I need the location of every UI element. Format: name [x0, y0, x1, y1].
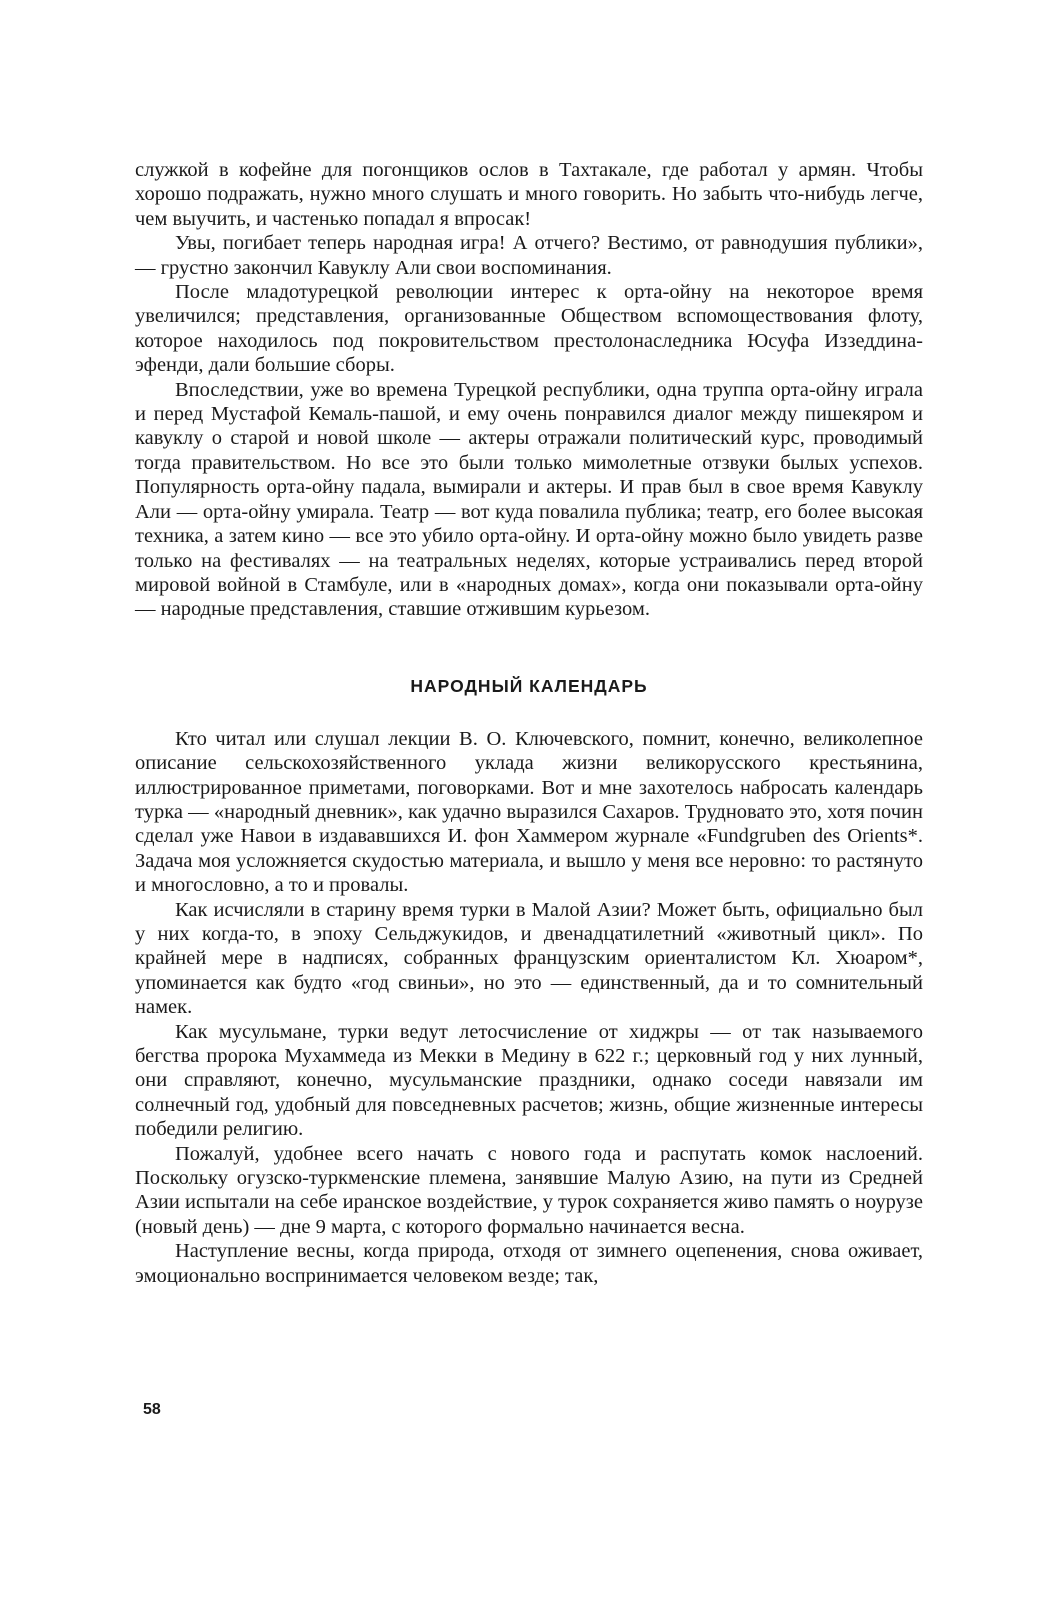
- paragraph: Впоследствии, уже во времена Турецкой республики, одна труппа орта-ойну играла и перед Мустафой Кемаль-пашой, и ему очень понравился диалог между пишекяром и кавуклу о старой и новой школе — актеры отражали политический курс, проводимый тогда правительством. Но все это были только мимолетные отзвуки былых успехов. Популярность орта-ойну падала, вымирали и актеры. И прав был в свое время Кавуклу Али — орта-ойну умирала. Театр — вот куда повалила публика; театр, его более высокая техника, а затем кино — все это убило орта-ойну. И орта-ойну можно было увидеть разве только на фестивалях — на театральных неделях, которые устраивались перед второй мировой войной в Стамбуле, или в «народных домах», когда они показывали орта-ойну — народные представления, ставшие отжившим курьезом.: [135, 378, 923, 621]
- paragraph: Как исчисляли в старину время турки в Малой Азии? Может быть, официально был у них когда-то, в эпоху Сельджукидов, и двенадцатилетний «животный цикл». По крайней мере в надписях, собранных французским ориенталистом Кл. Хюаром*, упоминается как будто «год свиньи», но это — единственный, да и то сомнительный намек.: [135, 898, 923, 1019]
- section-folk-calendar: [135, 727, 923, 1288]
- section-heading: НАРОДНЫЙ КАЛЕНДАРЬ: [410, 675, 648, 696]
- page-number: 58: [143, 1401, 161, 1418]
- paragraph: служкой в кофейне для погонщиков ослов в Тахтакале, где работал у армян. Чтобы хорошо подражать, нужно много слушать и много говорить. Но забыть что-нибудь легче, чем выучить, и частенько попадал я впросак!: [135, 159, 923, 230]
- paragraph: Кто читал или слушал лекции В. О. Ключевского, помнит, конечно, великолепное описание сельскохозяйственного уклада жизни великорусского крестьянина, иллюстрированное приметами, поговорками. Вот и мне захотелось набросать календарь турка — «народный дневник», как удачно выразился Сахаров. Трудновато это, хотя почин сделал уже Навои в издававшихся И. фон Хаммером журнале «Fundgruben des Orients*. Задача моя усложняется скудостью материала, и вышло у меня все неровно: то растянуто и многословно, а то и провалы.: [135, 727, 923, 897]
- paragraph: Увы, погибает теперь народная игра! А отчего? Вестимо, от равнодушия публики»,— грустно закончил Кавуклу Али свои воспоминания.: [135, 232, 923, 279]
- paragraph: Наступление весны, когда природа, отходя от зимнего оцепенения, снова оживает, эмоционально воспринимается человеком везде; так,: [135, 1240, 923, 1287]
- section-previous-text: [135, 158, 923, 622]
- paragraph: После младотурецкой революции интерес к орта-ойну на некоторое время увеличился; представления, организованные Обществом вспомоществования флоту, которое находилось под покровительством престолонаследника Юсуфа Иззеддина-эфенди, дали большие сборы.: [135, 281, 923, 377]
- paragraph: Как мусульмане, турки ведут летосчисление от хиджры — от так называемого бегства пророка Мухаммеда из Мекки в Медину в 622 г.; церковный год у них лунный, они справляют, конечно, мусульманские праздники, однако соседи навязали им солнечный год, удобный для повседневных расчетов; жизнь, общие жизненные интересы победили религию.: [135, 1020, 923, 1141]
- paragraph: Пожалуй, удобнее всего начать с нового года и распутать комок наслоений. Поскольку огузско-туркменские племена, занявшие Малую Азию, на пути из Средней Азии испытали на себе иранское воздействие, у турок сохраняется живо память о ноурузе (новый день) — дне 9 марта, с которого формально начинается весна.: [135, 1142, 923, 1238]
- page-body: [135, 158, 923, 1288]
